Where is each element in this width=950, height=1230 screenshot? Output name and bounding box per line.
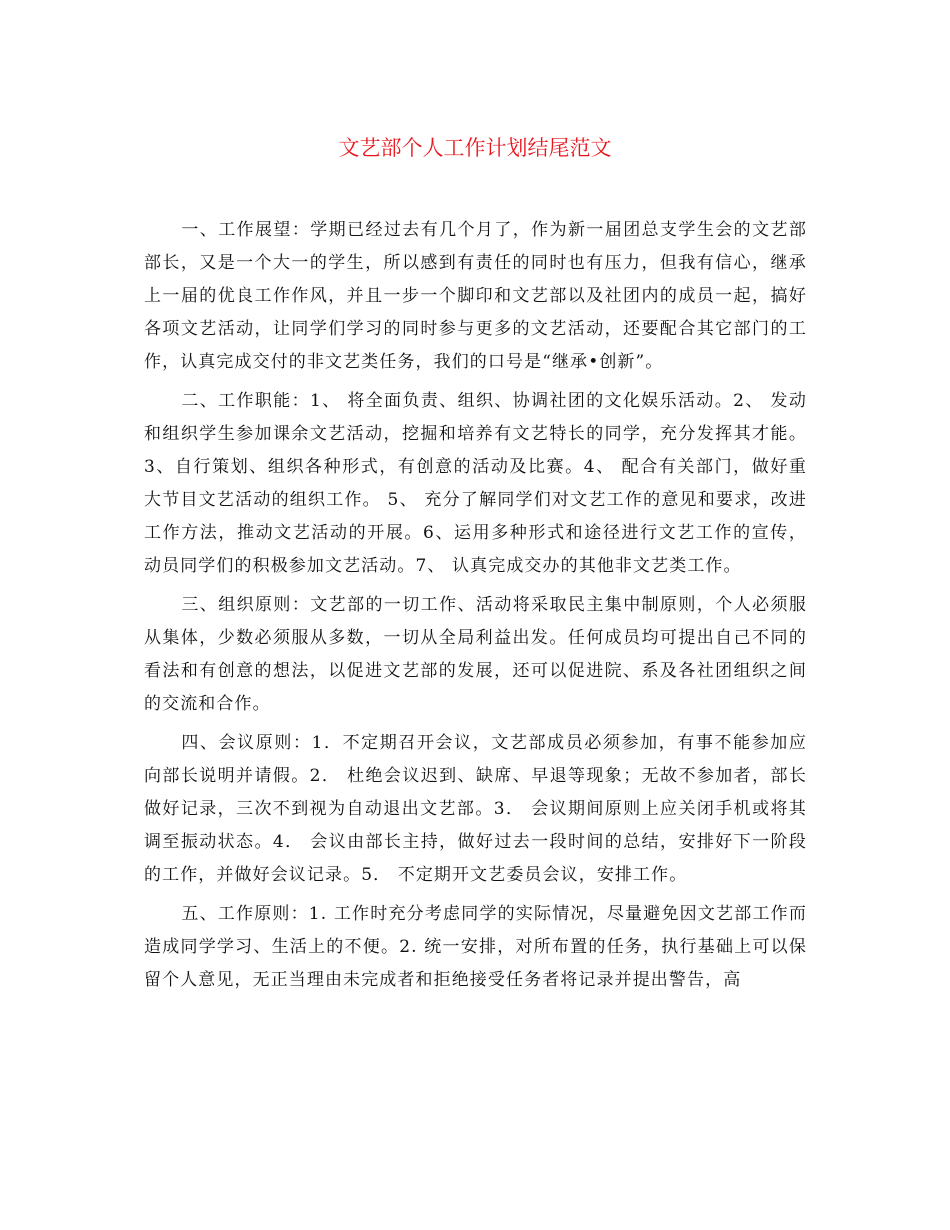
paragraph-work-functions: 二、工作职能：1、 将全面负责、组织、协调社团的文化娱乐活动。2、 发动和组织学生参加课余文艺活动，挖掘和培养有文艺特长的同学，充分发挥其才能。3、自行策划、组织各种形式，有创意的活动及比赛。4、 配合有关部门，做好重大节目文艺活动的组织工作。 5、 充分了解同学们对文艺工作的意见和要求，改进工作方法，推动文艺活动的开展。6、运用多种形式和途径进行文艺工作的宣传，动员同学们的积极参加文艺活动。7、 认真完成交办的其他非文艺类工作。 [144, 391, 807, 576]
page-title: 文艺部个人工作计划结尾范文 [338, 136, 612, 160]
document-body [144, 214, 807, 1003]
paragraph-meeting-principles: 四、会议原则：1．不定期召开会议，文艺部成员必须参加，有事不能参加应向部长说明并请假。2． 杜绝会议迟到、缺席、早退等现象；无故不参加者，部长做好记录，三次不到视为自动退出文艺部。3． 会议期间原则上应关闭手机或将其调至振动状态。4． 会议由部长主持，做好过去一段时间的总结，安排好下一阶段的工作，并做好会议记录。5． 不定期开文艺委员会议，安排工作。 [144, 733, 807, 885]
paragraph-work-outlook: 一、工作展望：学期已经过去有几个月了，作为新一届团总支学生会的文艺部部长，又是一个大一的学生，所以感到有责任的同时也有压力，但我有信心，继承上一届的优良工作作风，并且一步一个脚印和文艺部以及社团内的成员一起，搞好各项文艺活动，让同学们学习的同时参与更多的文艺活动，还要配合其它部门的工作，认真完成交付的非文艺类任务，我们的口号是“继承•创新”。 [144, 220, 807, 372]
paragraph-organization-principles: 三、组织原则：文艺部的一切工作、活动将采取民主集中制原则，个人必须服从集体，少数必须服从多数，一切从全局利益出发。任何成员均可提出自己不同的看法和有创意的想法，以促进文艺部的发展，还可以促进院、系及各社团组织之间的交流和合作。 [144, 595, 807, 714]
paragraph-work-principles: 五、工作原则：1. 工作时充分考虑同学的实际情况，尽量避免因文艺部工作而造成同学学习、生活上的不便。2. 统一安排，对所布置的任务，执行基础上可以保留个人意见，无正当理由未完成者和拒绝接受任务者将记录并提出警告，高 [144, 904, 807, 990]
